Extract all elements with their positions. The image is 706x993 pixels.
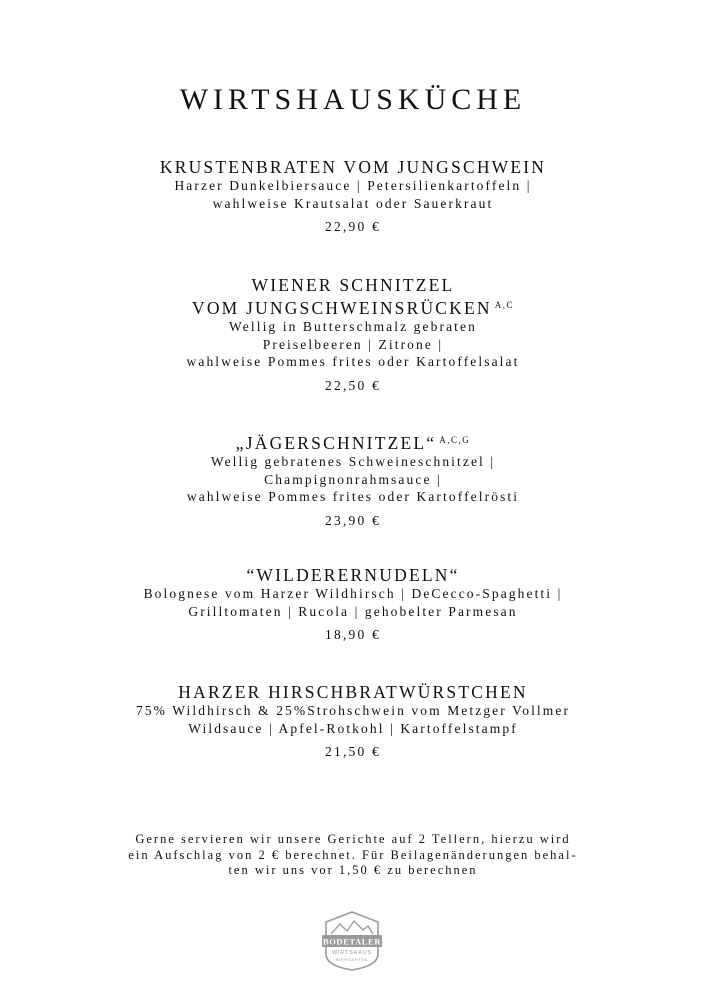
dish-description-line: Wellig in Butterschmalz gebraten (229, 319, 477, 334)
allergen-codes: A,C (494, 300, 514, 310)
dish-description-line: wahlweise Pommes frites oder Kartoffelsalat (186, 354, 520, 369)
dish-name-line: HARZER HIRSCHBRATWÜRSTCHEN (178, 682, 528, 702)
dish-price: 22,50 € (325, 377, 381, 393)
dish-wilderernudeln (0, 565, 706, 643)
logo-name: BODETALER (322, 936, 382, 947)
dish-krustenbraten (0, 157, 706, 235)
logo-line2: WIRTSHAUS (331, 950, 373, 956)
dish-description-line: wahlweise Pommes frites oder Kartoffelrösti (186, 489, 520, 504)
note-line: ein Aufschlag von 2 € berechnet. Für Beilagenänderungen behal- (128, 847, 578, 862)
note-line: ten wir uns vor 1,50 € zu berechnen (228, 863, 478, 877)
dish-name (0, 682, 706, 702)
surcharge-note (0, 832, 706, 879)
dish-price: 22,90 € (325, 219, 381, 234)
dish-description-line: Preiselbeeren | Zitrone | (262, 336, 444, 352)
dish-name (0, 157, 706, 177)
dish-jaegerschnitzel (0, 430, 706, 529)
dish-description-line: Grilltomaten | Rucola | gehobelter Parmesan (188, 603, 518, 619)
allergen-codes: A,C,G (439, 435, 471, 445)
logo-mountain-icon (331, 921, 373, 934)
dish-description-line: Wellig gebratenes Schweineschnitzel | (210, 454, 496, 469)
logo-line3: BIERGARTEN (336, 957, 368, 962)
dish-name-line: „JÄGERSCHNITZEL“ (235, 433, 437, 453)
note-line: Gerne servieren wir unsere Gerichte auf 2 Tellern, hierzu wird (135, 832, 571, 846)
dish-name-line: WIENER SCHNITZEL (251, 275, 455, 295)
dish-name-line: “WILDERERNUDELN“ (246, 565, 460, 585)
dish-description-line: 75% Wildhirsch & 25%Strohschwein vom Metzger Vollmer (135, 703, 571, 718)
dish-description-line: wahlweise Krautsalat oder Sauerkraut (212, 195, 494, 211)
menu-title: WIRTSHAUSKÜCHE (179, 83, 527, 116)
dish-description-line: Harzer Dunkelbiersauce | Petersilienkartoffeln | (174, 178, 532, 193)
dish-name (0, 295, 706, 318)
dish-name (0, 565, 706, 585)
dish-name (0, 275, 706, 295)
dish-price: 18,90 € (325, 627, 381, 642)
dish-price: 21,50 € (325, 744, 381, 759)
dish-name-line: KRUSTENBRATEN VOM JUNGSCHWEIN (159, 157, 547, 177)
dish-description-line: Bolognese vom Harzer Wildhirsch | DeCecco-Spaghetti | (143, 586, 563, 601)
dish-name (0, 430, 706, 453)
dish-wiener-schnitzel (0, 275, 706, 394)
dish-description-line: Champignonrahmsauce | (264, 471, 442, 487)
dish-name-line: VOM JUNGSCHWEINSRÜCKEN (192, 298, 492, 318)
dish-hirschbratwuerstchen (0, 682, 706, 760)
bodetaler-logo (320, 910, 384, 972)
dish-price: 23,90 € (325, 512, 381, 528)
dish-description-line: Wildsauce | Apfel-Rotkohl | Kartoffelstampf (188, 720, 518, 736)
